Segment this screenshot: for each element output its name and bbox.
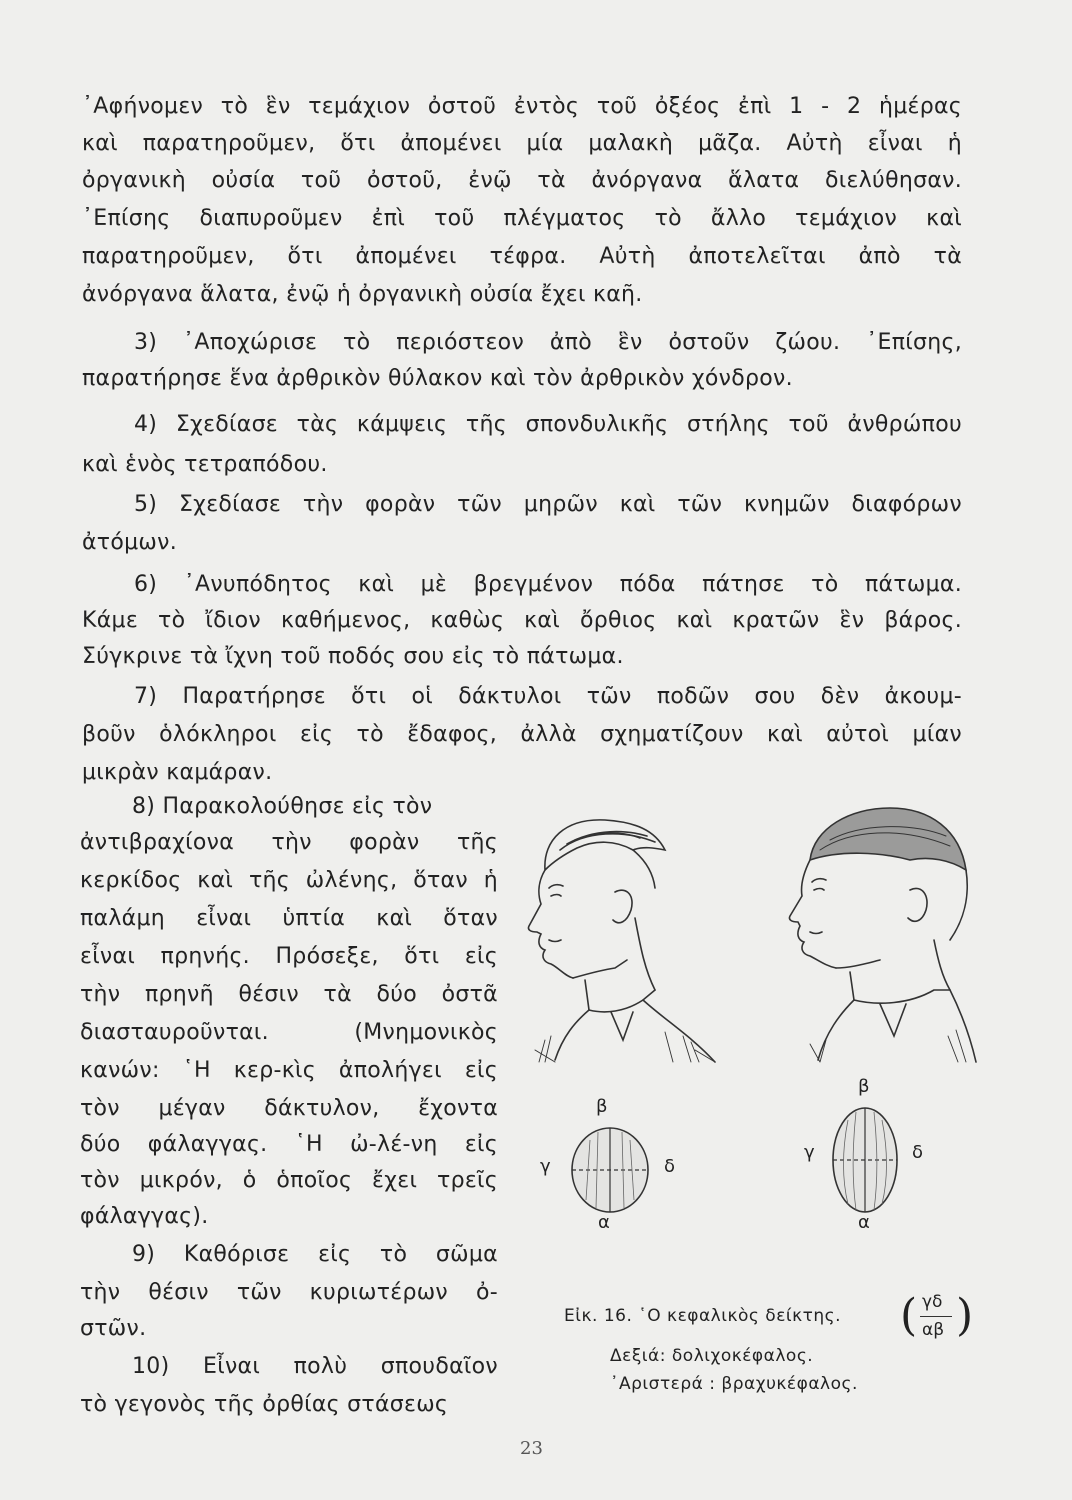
text-line: εἶναι πρηνής. Πρόσεξε, ὅτι εἰς [80, 944, 498, 969]
label-gamma-left: γ [540, 1156, 551, 1177]
brachycephalic-head-drawing [515, 800, 725, 1070]
caption-left: ᾿Αριστερά : βραχυκέφαλος. [610, 1374, 858, 1394]
caption-right: Δεξιά: δολιχοκέφαλος. [610, 1346, 814, 1366]
text-line: ᾿Αφήνομεν τὸ ἓν τεμάχιον ὀστοῦ ἐντὸς τοῦ ὀξέος ἐπὶ 1 - 2 ἡμέρας [82, 94, 962, 119]
text-line: 8) Παρακολούθησε εἰς τὸν [132, 794, 433, 819]
text-line: παρατηροῦμεν, ὅτι ἀπομένει τέφρα. Αὐτὴ ἀποτελεῖται ἀπὸ τὰ [82, 244, 962, 269]
text-line: κερκίδος καὶ τῆς ὠλένης, ὅταν ἡ [80, 868, 498, 893]
text-line: παρατήρησε ἕνα ἀρθρικὸν θύλακον καὶ τὸν ἀρθρικὸν χόνδρον. [82, 366, 793, 391]
text-line: ἀντιβραχίονα τὴν φορὰν τῆς [80, 830, 498, 855]
text-line: μικρὰν καμάραν. [82, 760, 273, 785]
formula-denominator: αβ [922, 1320, 945, 1340]
dolichocephalic-head-drawing [770, 800, 980, 1070]
text-line: φάλαγγας). [80, 1204, 209, 1229]
label-gamma-right: γ [804, 1142, 815, 1163]
dolichocephalic-skull-diagram [820, 1100, 910, 1220]
text-line: τὴν πρηνῆ θέσιν τὰ δύο ὀστᾶ [80, 982, 498, 1007]
text-line: διασταυροῦνται. (Μνημονικὸς [80, 1020, 498, 1045]
text-line: 9) Καθόρισε εἰς τὸ σῶμα [132, 1242, 498, 1267]
formula-close-paren: ) [956, 1290, 974, 1341]
text-line: δύο φάλαγγας. ῾Η ὠ-λέ-νη εἰς [80, 1132, 498, 1157]
text-line: 7) Παρατήρησε ὅτι οἱ δάκτυλοι τῶν ποδῶν σου δὲν ἀκουμ- [134, 684, 962, 709]
text-line: τὸ γεγονὸς τῆς ὀρθίας στάσεως [80, 1392, 449, 1417]
text-line: Κάμε τὸ ἴδιον καθήμενος, καθὼς καὶ ὄρθιος καὶ κρατῶν ἓν βάρος. [82, 608, 962, 633]
brachycephalic-skull-diagram [560, 1120, 660, 1220]
text-line: καὶ παρατηροῦμεν, ὅτι ἀπομένει μία μαλακὴ μᾶζα. Αὐτὴ εἶναι ἡ [82, 131, 962, 156]
page-number: 23 [520, 1438, 543, 1459]
formula-bar [920, 1316, 952, 1317]
figure-caption: Εἰκ. 16. ῾Ο κεφαλικὸς δείκτης. [564, 1306, 842, 1326]
text-line: 5) Σχεδίασε τὴν φορὰν τῶν μηρῶν καὶ τῶν κνημῶν διαφόρων [134, 492, 962, 517]
text-line: 3) ᾿Αποχώρισε τὸ περιόστεον ἀπὸ ἓν ὀστοῦν ζώου. ᾿Επίσης, [134, 330, 962, 355]
label-beta-left: β [596, 1096, 608, 1117]
formula-open-paren: ( [900, 1290, 918, 1341]
text-line: 4) Σχεδίασε τὰς κάμψεις τῆς σπονδυλικῆς στήλης τοῦ ἀνθρώπου [134, 412, 962, 437]
label-alpha-left: α [598, 1212, 610, 1233]
text-line: τὴν θέσιν τῶν κυριωτέρων ὀ- [80, 1280, 498, 1305]
text-line: καὶ ἑνὸς τετραπόδου. [82, 452, 328, 477]
text-line: κανών: ῾Η κερ-κὶς ἀπολήγει εἰς [80, 1058, 498, 1083]
text-line: 10) Εἶναι πολὺ σπουδαῖον [132, 1354, 498, 1379]
text-line: 6) ᾿Ανυπόδητος καὶ μὲ βρεγμένον πόδα πάτησε τὸ πάτωμα. [134, 572, 962, 597]
formula-numerator: γδ [922, 1292, 943, 1312]
label-delta-right: δ [912, 1142, 924, 1163]
text-line: Σύγκρινε τὰ ἴχνη τοῦ ποδός σου εἰς τὸ πάτωμα. [82, 644, 624, 669]
cephalic-index-formula [900, 1290, 980, 1348]
text-line: παλάμη εἶναι ὑπτία καὶ ὅταν [80, 906, 498, 931]
text-line: ἀνόργανα ἅλατα, ἐνῷ ἡ ὀργανικὴ οὐσία ἔχει καῆ. [82, 282, 643, 307]
label-alpha-right: α [858, 1212, 870, 1233]
label-beta-right: β [858, 1076, 870, 1097]
text-line: ἀτόμων. [82, 530, 178, 555]
text-line: ὀργανικὴ οὐσία τοῦ ὀστοῦ, ἐνῷ τὰ ἀνόργανα ἅλατα διελύθησαν. [82, 168, 962, 193]
text-line: τὸν μέγαν δάκτυλον, ἔχοντα [80, 1096, 498, 1121]
text-line: στῶν. [80, 1316, 147, 1341]
text-line: ᾿Επίσης διαπυροῦμεν ἐπὶ τοῦ πλέγματος τὸ ἄλλο τεμάχιον καὶ [82, 206, 962, 231]
text-line: βοῦν ὁλόκληροι εἰς τὸ ἔδαφος, ἀλλὰ σχηματίζουν καὶ αὐτοὶ μίαν [82, 722, 962, 747]
label-delta-left: δ [664, 1156, 676, 1177]
text-line: τὸν μικρόν, ὁ ὁποῖος ἔχει τρεῖς [80, 1168, 498, 1193]
